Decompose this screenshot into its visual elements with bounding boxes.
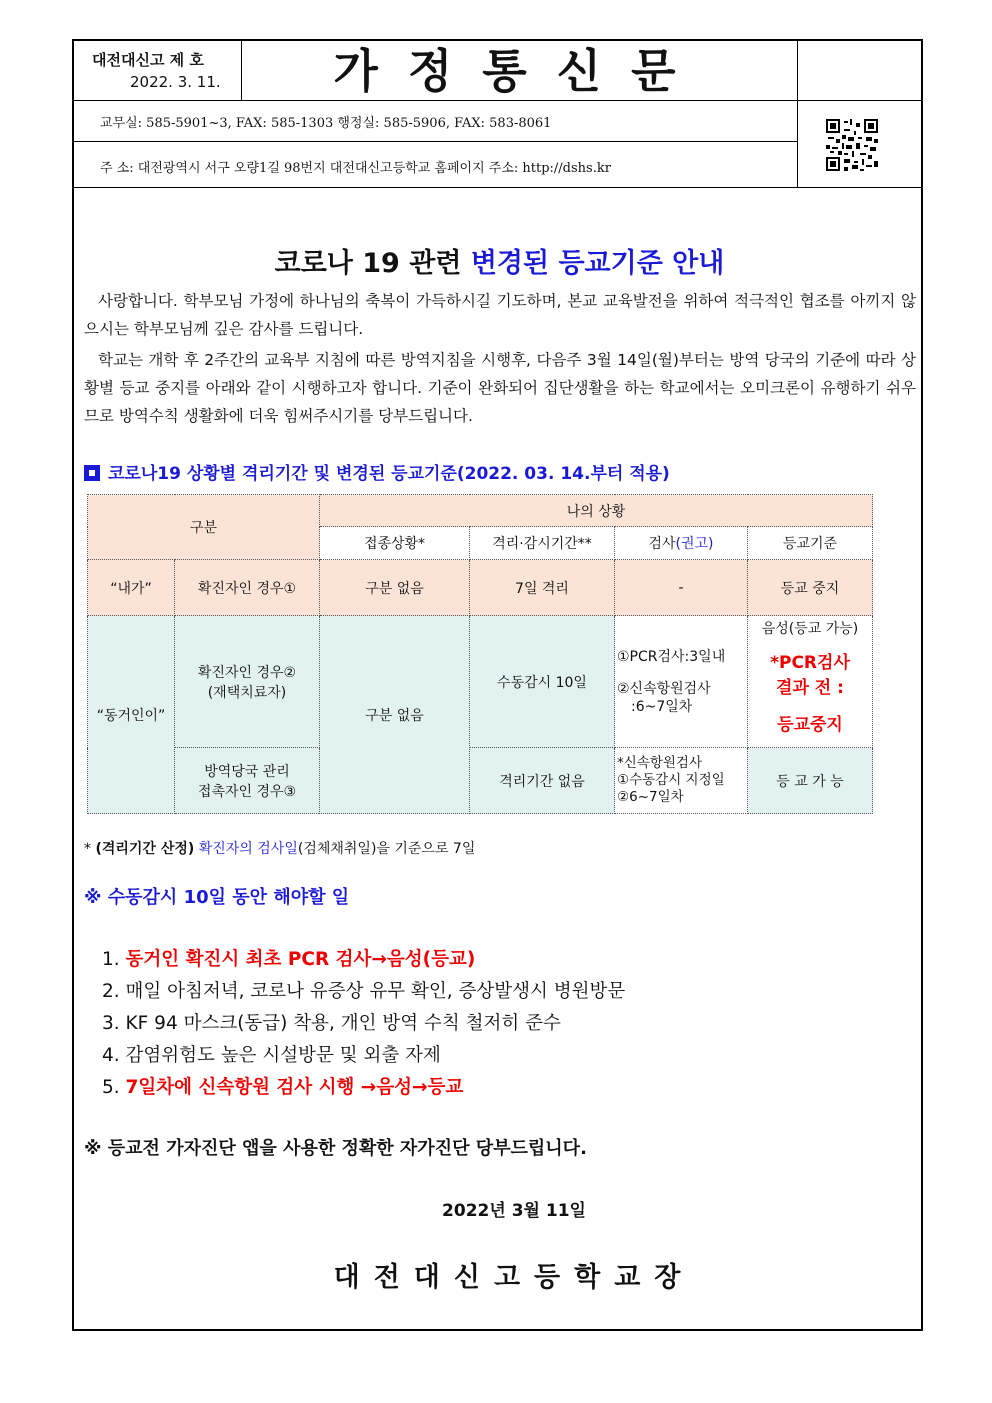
table-row <box>88 748 873 814</box>
self-check-notice: ※ 등교전 가자진단 앱을 사용한 정확한 자가진단 당부드립니다. <box>84 1138 587 1159</box>
note-bold: (격리기간 산정) <box>95 841 195 857</box>
letterhead <box>74 41 921 188</box>
row1-isolation: 7일 격리 <box>470 560 615 616</box>
row2-test-rapid: ②신속항원검사 <box>617 680 711 697</box>
row3-case-a: 방역당국 관리 <box>204 763 290 780</box>
row3-test-c: ②6~7일차 <box>617 789 684 805</box>
row3-case-b: 접촉자인 경우③ <box>197 783 297 800</box>
list-item-1-number: 1. <box>102 949 126 970</box>
row2-case-label: 확진자인 경우② <box>197 664 297 681</box>
todo-heading: ※ 수동감시 10일 동안 해야할 일 <box>84 887 350 908</box>
note-blue: 확진자의 검사일 <box>194 841 298 857</box>
document-title <box>74 241 925 280</box>
row3-isolation: 격리기간 없음 <box>470 748 615 814</box>
row1-test: - <box>615 560 748 616</box>
row1-case: 확진자인 경우① <box>175 560 320 616</box>
row3-test-a: *신속항원검사 <box>617 755 702 771</box>
list-item: 4. 감염위험도 높은 시설방문 및 외출 자제 <box>102 1045 441 1066</box>
row2-case <box>175 616 320 748</box>
header-category: 구분 <box>88 495 320 560</box>
document-date: 2022년 3월 11일 <box>442 1201 586 1221</box>
table-row <box>88 560 873 616</box>
section-heading-text: 코로나19 상황별 격리기간 및 변경된 등교기준(2022. 03. 14.부터 적용) <box>108 464 670 484</box>
row1-group: “내가” <box>88 560 175 616</box>
header-test-note: (권고) <box>675 536 714 552</box>
square-bullet-icon <box>84 465 100 481</box>
header-vaccine: 접종상황* <box>320 527 470 560</box>
list-item: 3. KF 94 마스크(동급) 착용, 개인 방역 수칙 철저히 준수 <box>102 1013 561 1034</box>
header-school: 등교기준 <box>748 527 873 560</box>
group2-label: “동거인이” <box>88 616 175 814</box>
policy-paragraph: 학교는 개학 후 2주간의 교육부 지침에 따른 방역지침을 시행후, 다음주 3월 14일(월)부터는 방역 당국의 기준에 따라 상황별 등교 중지를 아래와 같이 시행하고자 합니다. 기준이 완화되어 집단생활을 하는 학교에서는 오미크론이 유행하기 쉬우므로 방역수칙 생활화에 더욱 힘써주시기를 당부드립니다. <box>84 351 916 425</box>
qr-code-icon <box>826 119 878 171</box>
header-test-label: 검사 <box>648 536 676 552</box>
row2-school-pcr: *PCR검사 <box>770 653 850 673</box>
row2-school <box>748 616 873 748</box>
intro-paragraph: 사랑합니다. 학부모님 가정에 하나님의 축복이 가득하시길 기도하며, 본교 교육발전을 위하여 적극적인 협조를 아끼지 않으시는 학부모님께 깊은 감사를 드립니다. <box>84 292 916 338</box>
row1-school: 등교 중지 <box>748 560 873 616</box>
issue-date: 2022. 3. 11. <box>130 73 221 91</box>
table-row <box>88 616 873 748</box>
row3-school: 등 교 가 능 <box>748 748 873 814</box>
row3-test-b: ①수동감시 지정일 <box>617 772 725 788</box>
row23-vaccine: 구분 없음 <box>320 616 470 814</box>
list-item-1-text: 동거인 확진시 최초 PCR 검사→음성(등교) <box>125 949 476 970</box>
todo-list <box>102 944 625 1104</box>
contact-address-line: 주 소: 대전광역시 서구 오량1길 98번지 대전대신고등학교 홈페이지 주소: http://dshs.kr <box>100 161 611 176</box>
row2-school-negative: 음성(등교 가능) <box>761 621 859 637</box>
newsletter-title: 가정통신문 <box>333 44 706 98</box>
row3-case <box>175 748 320 814</box>
header-situation: 나의 상황 <box>320 495 873 527</box>
row2-case-sub: (재택치료자) <box>207 684 287 701</box>
row2-test-pcr: ①PCR검사:3일내 <box>617 648 726 665</box>
contact-phone-line: 교무실: 585-5901~3, FAX: 585-1303 행정실: 585-5906, FAX: 583-8061 <box>100 116 552 131</box>
title-black-part: 코로나 19 관련 <box>274 248 471 279</box>
row2-school-before: 결과 전 : <box>776 678 844 698</box>
row2-isolation: 수동감시 10일 <box>470 616 615 748</box>
list-item-5-text: 7일차에 신속항원 검사 시행 →음성→등교 <box>125 1077 464 1098</box>
header-isolation: 격리·감시기간** <box>470 527 615 560</box>
list-item: 2. 매일 아침저녁, 코로나 유증상 유무 확인, 증상발생시 병원방문 <box>102 981 626 1002</box>
document-frame <box>72 39 923 1331</box>
issue-number: 대전대신고 제 호 <box>92 51 204 69</box>
list-item <box>102 1072 625 1104</box>
row2-test <box>615 616 748 748</box>
note-rest: (검체채취일)을 기준으로 7일 <box>297 841 476 857</box>
row2-test-rapid-days: :6~7일차 <box>631 698 693 715</box>
row2-school-stop: 등교중지 <box>777 715 843 735</box>
row3-test <box>615 748 748 814</box>
header-test <box>615 527 748 560</box>
note-star: * <box>84 841 96 857</box>
isolation-footnote <box>84 838 475 858</box>
list-item-5-number: 5. <box>102 1077 126 1098</box>
principal-signature: 대전대신고등학교장 <box>333 1262 695 1293</box>
table-header-row <box>88 495 873 527</box>
list-item <box>102 944 625 976</box>
title-blue-part: 변경된 등교기준 안내 <box>470 248 725 279</box>
section-heading <box>84 459 670 484</box>
row1-vaccine: 구분 없음 <box>320 560 470 616</box>
criteria-table <box>87 494 873 814</box>
